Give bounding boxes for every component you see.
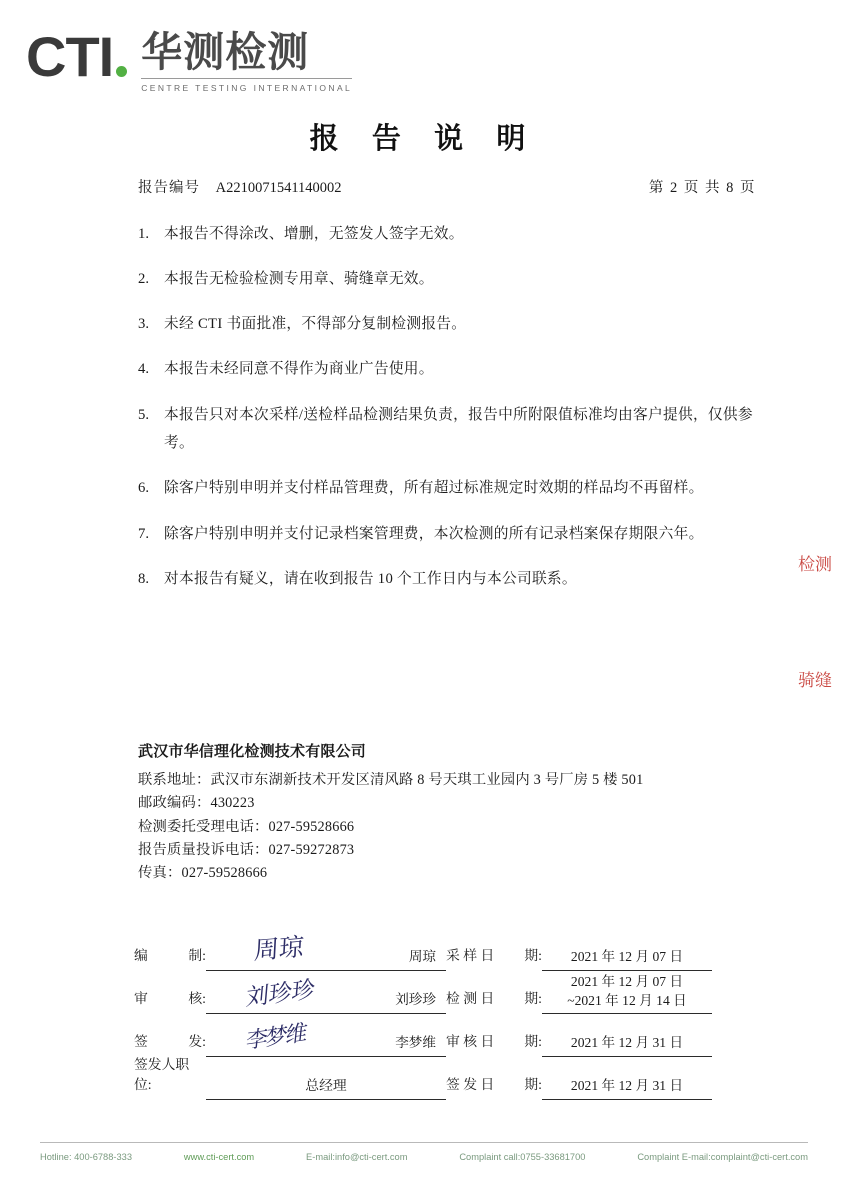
footer-hotline: Hotline: 400-6788-333	[40, 1152, 133, 1162]
sampling-date-label	[446, 928, 542, 971]
note-number: 2.	[138, 271, 150, 288]
issue-date-label-right: 期:	[524, 1077, 542, 1092]
reviewed-by-label	[134, 971, 206, 1014]
testing-date-end: ~2021 年 12 月 14 日	[567, 992, 687, 1008]
issued-by-value	[206, 1014, 446, 1057]
list-item	[138, 565, 756, 594]
reviewed-by-handwritten-signature: 刘珍珍	[244, 976, 316, 1011]
sampling-date-label-right: 期:	[524, 948, 542, 963]
logo-chinese: 华测检测	[141, 29, 310, 75]
note-number: 7.	[138, 525, 150, 542]
list-item	[138, 474, 756, 503]
reviewed-by-label-left: 审	[134, 991, 148, 1006]
logo-english: CENTRE TESTING INTERNATIONAL	[141, 78, 352, 93]
footer-website[interactable]: www.cti-cert.com	[183, 1152, 255, 1162]
prepared-by-label-right: 制:	[188, 948, 206, 963]
note-number: 3.	[138, 316, 150, 333]
note-number: 5.	[138, 406, 150, 423]
logo-dot-icon	[116, 66, 127, 77]
testing-date-label	[446, 971, 542, 1014]
reviewed-by-label-right: 核:	[188, 991, 206, 1006]
list-item	[138, 520, 756, 549]
note-number: 4.	[138, 361, 150, 378]
page-title: 报 告 说 明	[309, 123, 539, 155]
prepared-by-label-left: 编	[134, 948, 148, 963]
issued-by-handwritten-signature: 李梦维	[244, 1019, 307, 1054]
footer-complaint-email[interactable]: Complaint E-mail:complaint@cti-cert.com	[637, 1152, 808, 1162]
approval-date-value: 2021 年 12 月 31 日	[542, 1014, 712, 1057]
testing-date-label-left: 检 测 日	[446, 991, 495, 1006]
report-number-label: 报告编号	[138, 180, 200, 196]
page-footer	[40, 1142, 808, 1162]
logo-chinese-wrap	[141, 29, 353, 93]
cti-logo	[26, 25, 353, 93]
company-name: 武汉市华信理化检测技术有限公司	[138, 743, 367, 760]
notes-list	[138, 220, 756, 610]
approval-date-label-right: 期:	[524, 1034, 542, 1049]
issue-date-label-left: 签 发 日	[446, 1077, 495, 1092]
testing-date-label-right: 期:	[524, 991, 542, 1006]
prepared-by-value	[206, 928, 446, 971]
note-number: 1.	[138, 226, 150, 242]
reviewed-by-value	[206, 971, 446, 1014]
issued-by-label-right: 发:	[188, 1034, 206, 1049]
red-stamp-mark-top: 检测	[798, 555, 832, 574]
list-item	[138, 265, 756, 294]
footer-email[interactable]: E-mail:info@cti-cert.com	[306, 1152, 408, 1162]
issued-by-label-left: 签	[134, 1034, 148, 1049]
report-header-row	[138, 176, 756, 197]
company-complaint-tel: 报告质量投诉电话：027-59272873	[138, 841, 355, 858]
company-info	[138, 740, 788, 885]
testing-date-value	[542, 971, 712, 1014]
approval-date-label-left: 审 核 日	[446, 1034, 495, 1049]
note-number: 6.	[138, 480, 150, 497]
prepared-by-label	[134, 928, 206, 971]
logo-abbrev: CTI	[26, 25, 114, 88]
note-text: 本报告只对本次采样/送检样品检测结果负责，报告中所附限值标准均由客户提供，仅供参考。	[164, 406, 753, 452]
issuer-position-label: 签发人职位:	[134, 1057, 190, 1092]
red-stamp-mark-bottom: 骑缝	[798, 671, 832, 690]
prepared-by-name: 周琼	[408, 949, 436, 964]
note-number: 8.	[138, 570, 150, 587]
issue-date-value: 2021 年 12 月 31 日	[542, 1057, 712, 1100]
issuer-position-value: 总经理	[206, 1057, 446, 1100]
sampling-date-value: 2021 年 12 月 07 日	[542, 928, 712, 971]
company-address: 联系地址：武汉市东湖新技术开发区清风路 8 号天琪工业园内 3 号厂房 5 楼 501	[138, 772, 644, 789]
list-item	[138, 310, 756, 339]
note-text: 除客户特别申明并支付记录档案管理费，本次检测的所有记录档案保存期限六年。	[164, 525, 704, 542]
list-item	[138, 401, 756, 458]
issue-date-label	[446, 1057, 542, 1100]
reviewed-by-name: 刘珍珍	[395, 992, 436, 1007]
note-text: 本报告未经同意不得作为商业广告使用。	[164, 361, 434, 378]
issued-by-name: 李梦维	[395, 1035, 436, 1050]
signature-table	[134, 928, 742, 1100]
prepared-by-handwritten-signature: 周琼	[253, 933, 305, 966]
sampling-date-label-left: 采 样 日	[446, 948, 495, 963]
note-text: 未经 CTI 书面批准，不得部分复制检测报告。	[164, 316, 467, 333]
company-postcode: 邮政编码：430223	[138, 795, 255, 812]
note-text: 除客户特别申明并支付样品管理费，所有超过标准规定时效期的样品均不再留样。	[164, 480, 704, 497]
issued-by-label	[134, 1014, 206, 1057]
testing-date-start: 2021 年 12 月 07 日	[570, 974, 684, 990]
approval-date-label	[446, 1014, 542, 1057]
footer-complaint-call: Complaint call:0755-33681700	[459, 1152, 586, 1162]
note-text: 本报告不得涂改、增删，无签发人签字无效。	[164, 226, 464, 242]
company-fax: 传真：027-59528666	[138, 864, 268, 881]
page-indicator: 第 2 页 共 8 页	[648, 180, 756, 196]
note-text: 对本报告有疑义，请在收到报告 10 个工作日内与本公司联系。	[164, 570, 577, 587]
report-number-value: A2210071541140002	[215, 180, 342, 196]
company-entrust-tel: 检测委托受理电话：027-59528666	[138, 818, 355, 835]
report-number	[138, 176, 342, 197]
list-item	[138, 355, 756, 384]
list-item	[138, 220, 756, 249]
note-text: 本报告无检验检测专用章、骑缝章无效。	[164, 271, 434, 288]
